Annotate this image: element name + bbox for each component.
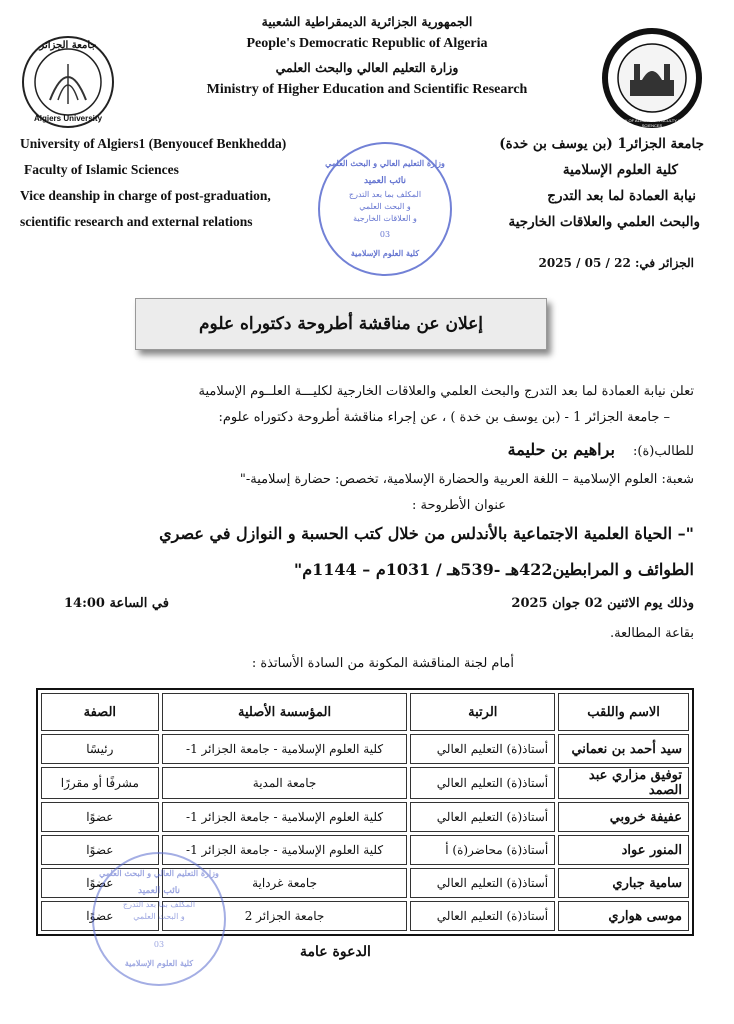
announcement-title: إعلان عن مناقشة أطروحة دكتوراه علوم [199,314,483,334]
table-header-row [41,693,689,731]
institution-ar-3: نيابة العمادة لما بعد التدرج [547,188,696,204]
cell-institution: كلية العلوم الإسلامية - جامعة الجزائر 1- [162,802,408,832]
cell-role: رئيسًا [41,734,159,764]
algiers-university-logo [20,34,116,130]
cell-role: عضوًا [41,835,159,865]
cell-rank: أستاذ(ة) التعليم العالي [410,802,555,832]
cell-name: موسى هواري [558,901,689,931]
institution-en-1: University of Algiers1 (Benyoucef Benkhedda) [20,136,287,151]
cell-rank: أستاذ(ة) التعليم العالي [410,901,555,931]
cell-name: سيد أحمد بن نعماني [558,734,689,764]
official-stamp: وزارة التعليم العالي و البحث العلمي نائب العميد المكلف بما بعد التدرج و البحث العلمي و العلاقات الخارجية 03 كلية العلوم الإسلامية [318,142,452,276]
cell-name: توفيق مزاري عبد الصمد [558,767,689,799]
cell-rank: أستاذ(ة) محاضر(ة) أ [410,835,555,865]
branch-line: شعبة: العلوم الإسلامية – اللغة العربية والحضارة الإسلامية، تخصص: حضارة إسلامية-" [239,472,694,487]
cell-name: المنور عواد [558,835,689,865]
thesis-title-line-1: "– الحياة العلمية الاجتماعية بالأندلس من خلال كتب الحسبة و النوازل في عصري [159,524,694,543]
document-date: الجزائر في: 22 / 05 / 2025 [538,256,694,270]
cell-role: عضوًا [41,802,159,832]
cell-rank: أستاذ(ة) التعليم العالي [410,767,555,799]
ministry-english: Ministry of Higher Education and Scientific Research [206,82,528,97]
table-row [41,802,689,832]
cell-institution: كلية العلوم الإسلامية - جامعة الجزائر 1- [162,835,408,865]
cell-institution: كلية العلوم الإسلامية - جامعة الجزائر 1- [162,734,408,764]
bottom-official-stamp: وزارة التعليم العالي و البحث العلمي نائب العميد المكلف بما بعد التدرج و البحث العلمي 03 كلية العلوم الإسلامية [92,852,226,986]
public-invitation: الدعوة عامة [300,944,371,960]
defense-time: في الساعة 14:00 [64,596,169,611]
logo-arabic-text: جامعة الجزائر [39,40,97,51]
logo-english-text: Algiers University [33,114,103,123]
student-name: براهيم بن حليمة [507,440,615,459]
table-row [41,734,689,764]
institution-en-3: Vice deanship in charge of post-graduation, [20,188,271,203]
col-header-role: الصفة [41,693,159,731]
cell-name: عفيفة خروبي [558,802,689,832]
republic-arabic: الجمهورية الجزائرية الديمقراطية الشعبية [261,14,473,29]
institution-en-2: Faculty of Islamic Sciences [24,162,179,177]
ministry-arabic: وزارة التعليم العالي والبحث العلمي [275,60,459,75]
cell-role: عضوًا [41,868,159,898]
republic-english: People's Democratic Republic of Algeria [246,36,488,51]
defense-venue: بقاعة المطالعة. [609,626,694,641]
logo-ring-text: UNIVERSITY OF ALGIERS 1 - FACULTY OF ISLAMIC SCIENCES [603,118,701,128]
committee-intro: أمام لجنة المناقشة المكونة من السادة الأساتذة : [251,656,514,671]
institution-ar-2: كلية العلوم الإسلامية [562,162,678,178]
col-header-rank: الرتبة [410,693,555,731]
institution-en-4: scientific research and external relations [20,214,253,229]
body-line-2: – جامعة الجزائر 1 - (بن يوسف بن خدة ) ، عن إجراء مناقشة أطروحة دكتوراه علوم: [218,410,670,425]
faculty-logo [602,28,702,128]
cell-role: مشرفًا أو مقررًا [41,767,159,799]
thesis-label: عنوان الأطروحة : [411,498,506,513]
thesis-title-line-2: الطوائف و المرابطين422هـ -539هـ / 1031م – 1144م" [293,560,694,579]
cell-institution: جامعة الجزائر 2 [162,901,408,931]
table-row [41,767,689,799]
defense-date: وذلك يوم الاثنين 02 جوان 2025 [511,596,694,611]
col-header-name: الاسم واللقب [558,693,689,731]
announcement-title-box [135,298,547,350]
cell-role: عضوًا [41,901,159,931]
cell-institution: جامعة المدية [162,767,408,799]
cell-name: سامية جباري [558,868,689,898]
institution-ar-4: والبحث العلمي والعلاقات الخارجية [508,214,700,230]
institution-ar-1: جامعة الجزائر1 (بن يوسف بن خدة) [499,136,704,152]
cell-rank: أستاذ(ة) التعليم العالي [410,734,555,764]
cell-rank: أستاذ(ة) التعليم العالي [410,868,555,898]
body-line-1: تعلن نيابة العمادة لما بعد التدرج والبحث العلمي والعلاقات الخارجية لكليـــة العلــوم الإسلامية [198,384,694,399]
cell-institution: جامعة غرداية [162,868,408,898]
student-line [508,440,694,459]
col-header-institution: المؤسسة الأصلية [162,693,408,731]
student-label: للطالب(ة): [633,444,694,459]
